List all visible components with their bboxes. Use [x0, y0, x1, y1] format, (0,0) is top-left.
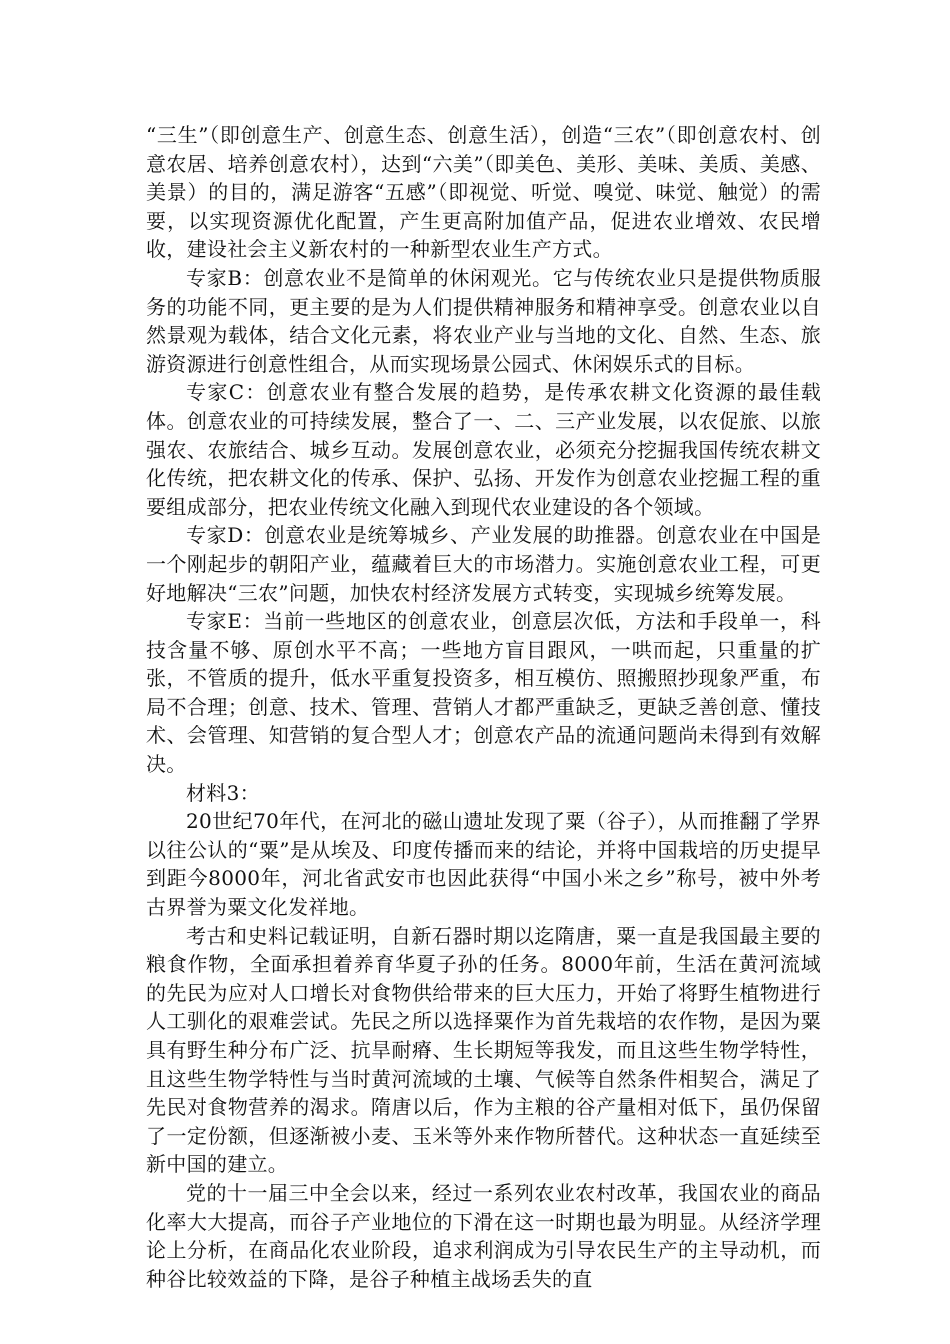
paragraph-cishan-millet: 20世纪70年代，在河北的磁山遗址发现了粟（谷子），从而推翻了学界以往公认的“粟”是从埃及、印度传播而来的结论，并将中国栽培的历史提早到距今8000年，河北省武安市也因此获得“中国小米之乡”称号，被中外考古界誉为粟文化发祥地。 [146, 809, 821, 920]
paragraph-archaeology-history: 考古和史料记载证明，自新石器时期以迄隋唐，粟一直是我国最主要的粮食作物，全面承担着养育华夏子孙的任务。8000年前，生活在黄河流域的先民为应对人口增长对食物供给带来的巨大压力，开始了将野生植物进行人工驯化的艰难尝试。先民之所以选择粟作为首先栽培的农作物，是因为粟具有野生种分布广泛、抗旱耐瘠、生长期短等我发，而且这些生物学特性，且这些生物学特性与当时黄河流域的土壤、气候等自然条件相契合，满足了先民对食物营养的渴求。隋唐以后，作为主粮的谷产量相对低下，虽仍保留了一定份额，但逐渐被小麦、玉米等外来作物所替代。这种状态一直延续至新中国的建立。 [146, 923, 821, 1177]
document-page [146, 121, 821, 1293]
paragraph-expert-e: 专家E：当前一些地区的创意农业，创意层次低，方法和手段单一，科技含量不够、原创水平不高；一些地方盲目跟风，一哄而起，只重量的扩张，不管质的提升，低水平重复投资多，相互模仿、照搬照抄现象严重，布局不合理；创意、技术、管理、营销人才都严重缺乏，更缺乏善创意、懂技术、会管理、知营销的复合型人才；创意农产品的流通问题尚未得到有效解决。 [146, 609, 821, 777]
paragraph-continuation: “三生”（即创意生产、创意生态、创意生活），创造“三农”（即创意农村、创意农居、培养创意农村），达到“六美”（即美色、美形、美味、美质、美感、美景）的目的，满足游客“五感”（即视觉、听觉、嗅觉、味觉、触觉）的需要，以实现资源优化配置，产生更高附加值产品，促进农业增效、农民增收，建设社会主义新农村的一种新型农业生产方式。 [146, 123, 821, 262]
paragraph-expert-d: 专家D：创意农业是统筹城乡、产业发展的助推器。创意农业在中国是一个刚起步的朝阳产业，蕴藏着巨大的市场潜力。实施创意农业工程，可更好地解决“三农”问题，加快农村经济发展方式转变，实现城乡统筹发展。 [146, 523, 821, 605]
section-heading-material-3: 材料3： [186, 780, 260, 805]
paragraph-expert-b: 专家B：创意农业不是简单的休闲观光。它与传统农业只是提供物质服务的功能不同，更主要的是为人们提供精神服务和精神享受。创意农业以自然景观为载体，结合文化元素，将农业产业与当地的文化、自然、生态、旅游资源进行创意性组合，从而实现场景公园式、休闲娱乐式的目标。 [146, 265, 821, 376]
paragraph-reform-decline: 党的十一届三中全会以来，经过一系列农业农村改革，我国农业的商品化率大大提高，而谷子产业地位的下滑在这一时期也最为明显。从经济学理论上分析，在商品化农业阶段，追求利润成为引导农民生产的主导动机，而种谷比较效益的下降，是谷子种植主战场丢失的直 [146, 1180, 821, 1291]
paragraph-expert-c: 专家C：创意农业有整合发展的趋势，是传承农耕文化资源的最佳载体。创意农业的可持续发展，整合了一、二、三产业发展，以农促旅、以旅强农、农旅结合、城乡互动。发展创意农业，必须充分挖掘我国传统农耕文化传统，把农耕文化的传承、保护、弘扬、开发作为创意农业挖掘工程的重要组成部分，把农业传统文化融入到现代农业建设的各个领域。 [146, 380, 821, 519]
